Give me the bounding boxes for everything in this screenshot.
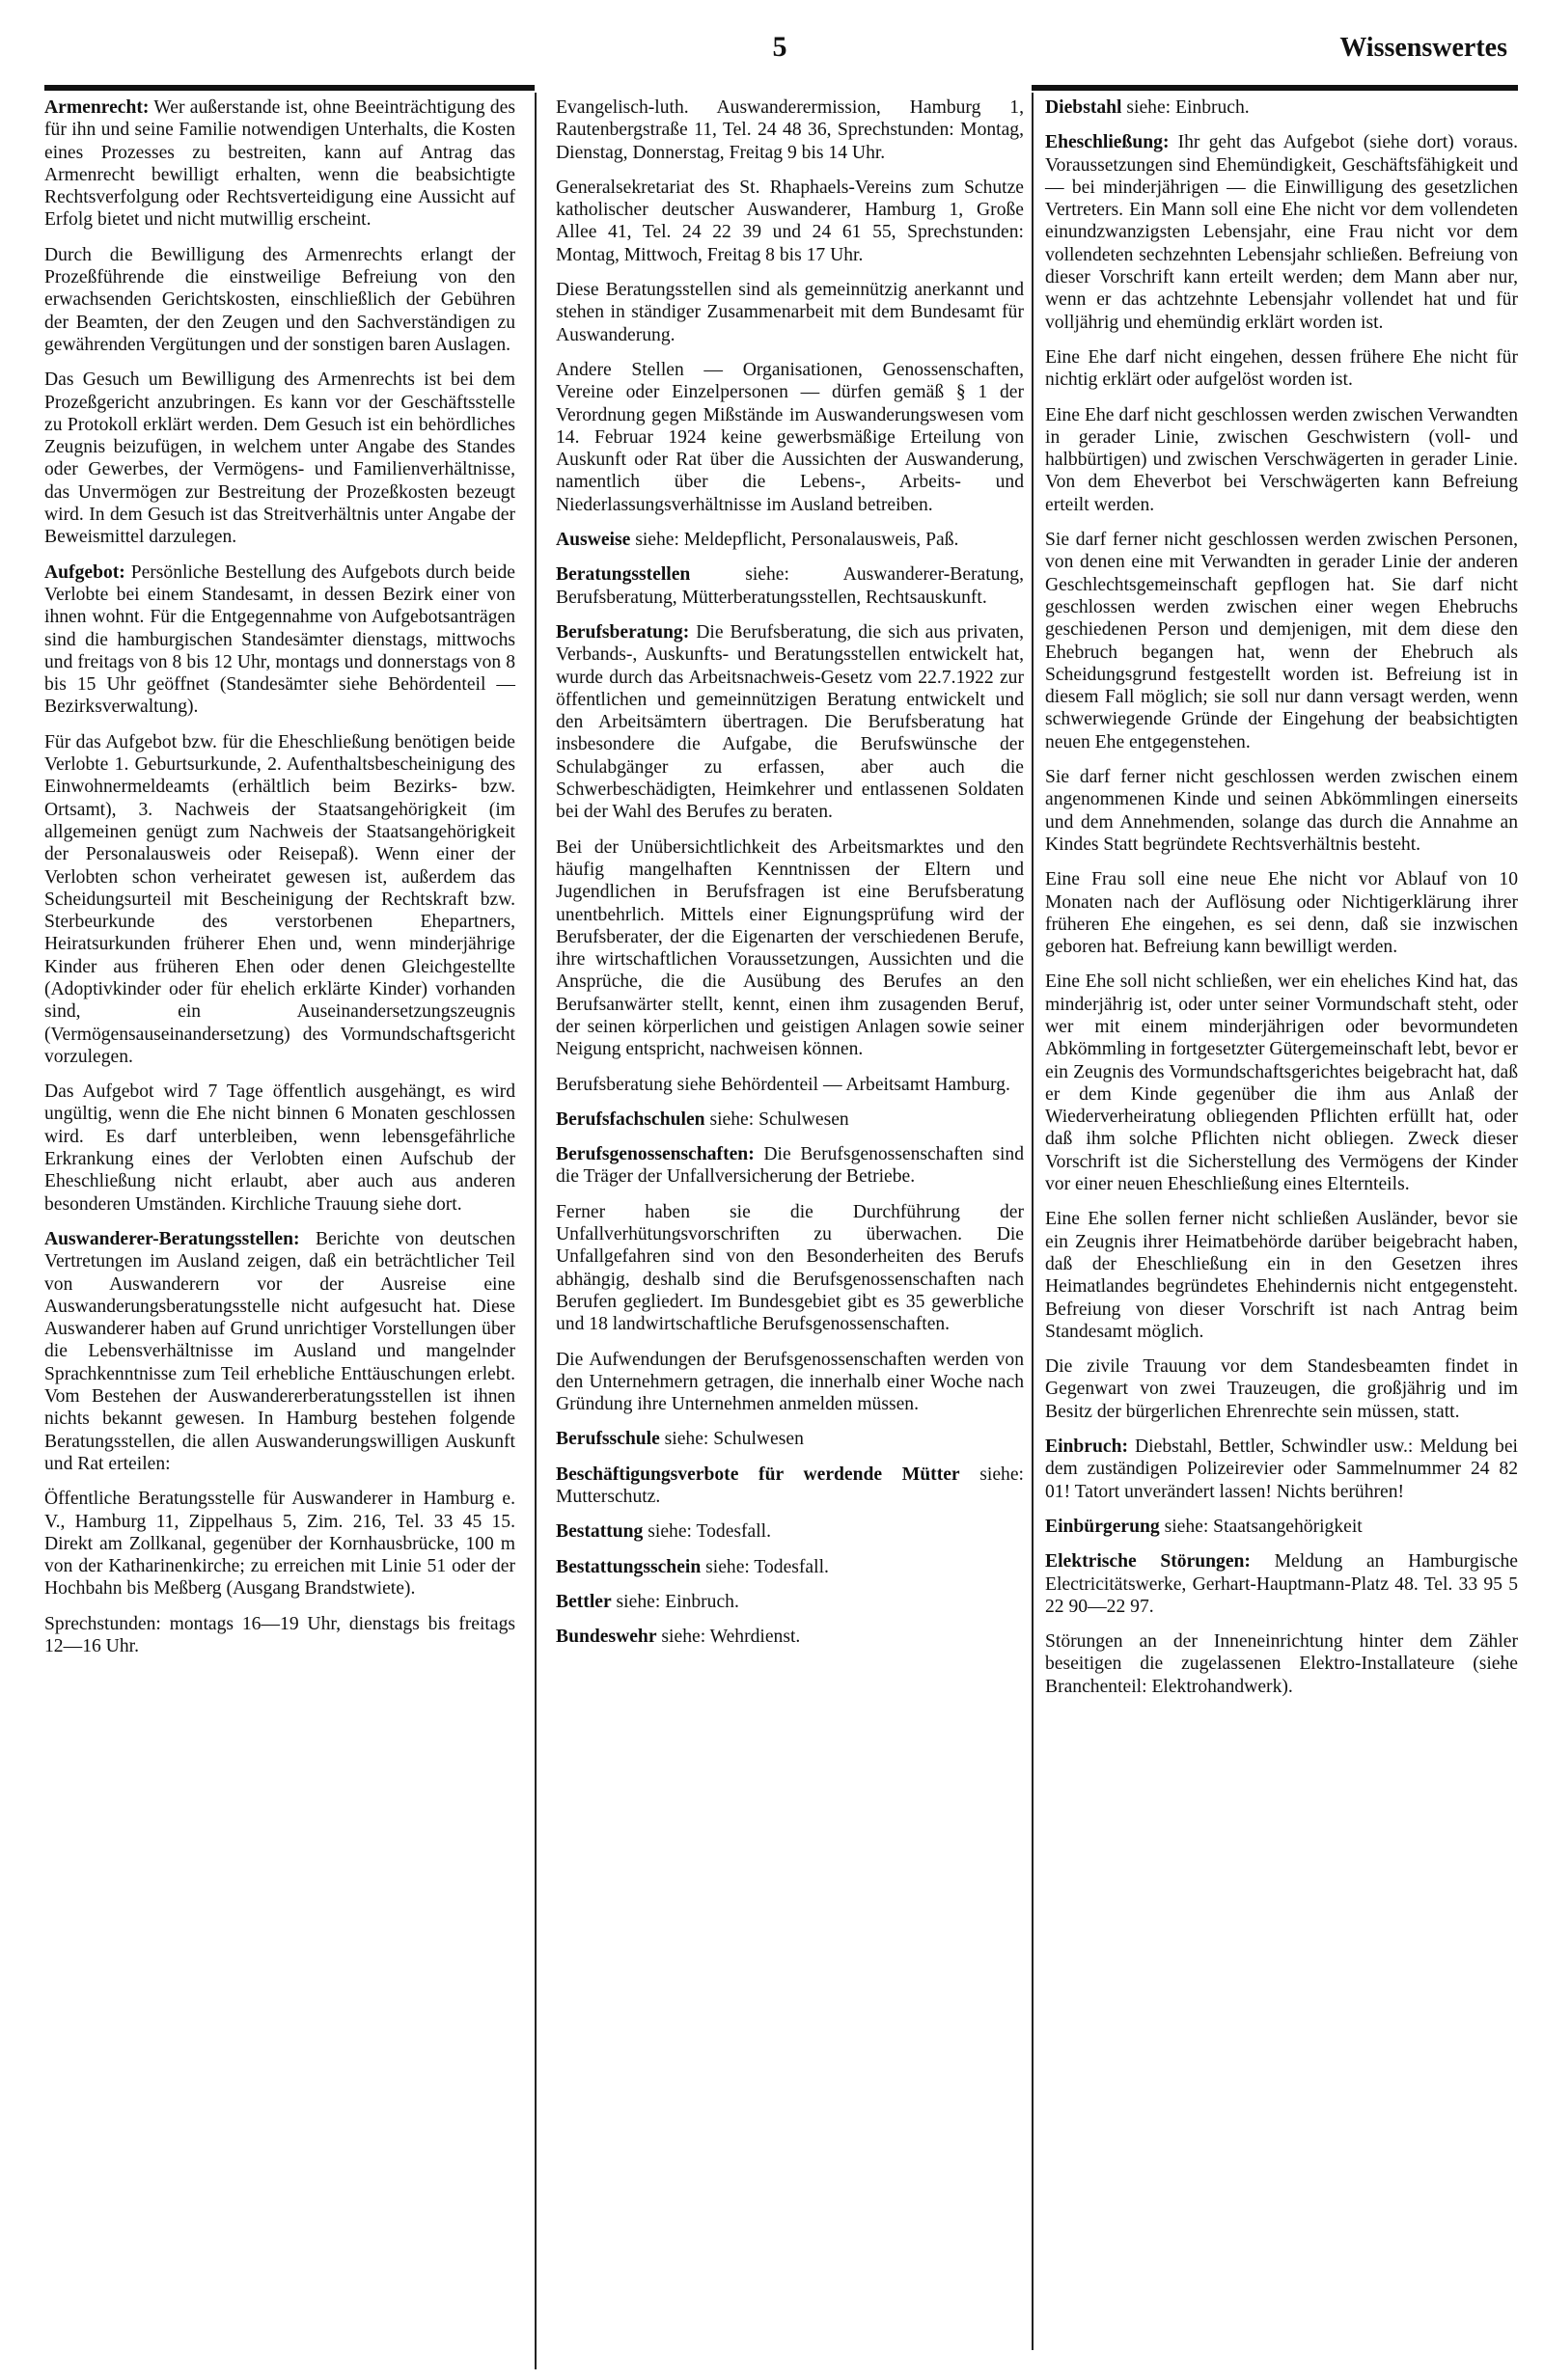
paragraph — [556, 1074, 1024, 1096]
entry-text: siehe: Schulwesen — [659, 1429, 804, 1450]
entry-title: Elektrische Störungen: — [1045, 1551, 1251, 1573]
paragraph — [44, 561, 515, 719]
paragraph — [556, 1143, 1024, 1189]
paragraph — [1045, 96, 1518, 119]
paragraph — [1045, 1208, 1518, 1343]
entry-text: siehe: Einbruch. — [1121, 97, 1250, 118]
entry-text: Berichte von deutschen Vertretungen im Ausland zeigen, daß ein beträchtlicher Teil von Auswanderern vor der Ausreise eine Auswanderungsberatungsstelle nicht aufgesucht hat. Diese Auswanderer haben auf Grund unrichtiger Vorstellungen über die Lebensverhältnisse im Ausland und mangelnder Sprachkenntnisse zum Teil erhebliche Enttäuschungen erlebt. Vom Bestehen der Auswandererberatungsstellen ist ihnen nichts bekannt gewesen. In Hamburg bestehen folgende Beratungsstellen, die allen Auswanderungswilligen Auskunft und Rat erteilen: — [44, 1228, 515, 1474]
entry-text: Meldung an Hamburgische Electricitätswerke, Gerhart-Hauptmann-Platz 48. Tel. 33 95 5 22 90—22 97. — [1045, 1551, 1518, 1617]
entry-title: Armenrecht: — [44, 97, 150, 118]
paragraph — [556, 529, 1024, 551]
paragraph — [556, 96, 1024, 164]
paragraph — [556, 279, 1024, 346]
paragraph — [44, 1613, 515, 1658]
paragraph — [556, 1591, 1024, 1613]
paragraph — [556, 621, 1024, 824]
entry-text: Sprechstunden: montags 16—19 Uhr, dienstags bis freitags 12—16 Uhr. — [44, 1613, 515, 1656]
paragraph — [1045, 529, 1518, 753]
entry-text: Die Berufsgenossenschaften sind die Träger der Unfallversicherung der Betriebe. — [556, 1144, 1024, 1188]
paragraph — [44, 731, 515, 1068]
entry-text: Ferner haben sie die Durchführung der Unfallverhütungsvorschriften zu überwachen. Die Unfallgefahren sind von den Besonderheiten des Berufs abhängig, deshalb sind die Berufsgenossenschaften nach Berufen gegliedert. Im Bundesgebiet gibt es 35 gewerbliche und 18 landwirtschaftliche Berufsgenossenschaften. — [556, 1201, 1024, 1335]
entry-text: Durch die Bewilligung des Armenrechts erlangt der Prozeßführende die einstweilige Befreiung von den erwachsenden Gerichtskosten, einschließlich der Gebühren der Beamten, der den Zeugen und den Sachverständigen zu gewährenden Vergütungen und der sonstigen baren Auslagen. — [44, 244, 515, 355]
paragraph — [556, 1464, 1024, 1509]
entry-text: Für das Aufgebot bzw. für die Eheschließung benötigen beide Verlobte 1. Geburtsurkunde, 2. Aufenthaltsbescheinigung des Einwohnermeldeamts (erhältlich beim Bezirks- bzw. Ortsamt), 3. Nachweis der Staatsangehörigkeit (im allgemeinen genügt zum Nachweis der Staatsangehörigkeit der Personalausweis oder Reisepaß). Wenn einer der Verlobten schon verheiratet gewesen ist, außerdem das Scheidungsurteil mit Bescheinigung der Rechtskraft bzw. Sterbeurkunde des verstorbenen Ehepartners, Heiratsurkunden früherer Ehen und, wenn minderjährige Kinder aus früheren Ehen oder denen Gleichgestellte (Adoptivkinder oder für ehelich erklärte Kinder) vorhanden sind, ein Auseinandersetzungszeugnis (Vermögensauseinandersetzung) des Vormundschaftsgericht vorzulegen. — [44, 731, 515, 1067]
paragraph — [556, 563, 1024, 609]
entry-text: siehe: Auswanderer-Beratung, Berufsberatung, Mütterberatungsstellen, Rechtsauskunft. — [556, 564, 1024, 608]
paragraph — [1045, 971, 1518, 1195]
entry-title: Einbürgerung — [1045, 1516, 1160, 1537]
paragraph — [44, 96, 515, 232]
paragraph — [1045, 404, 1518, 516]
paragraph — [556, 359, 1024, 516]
entry-title: Berufsschule — [556, 1429, 660, 1450]
paragraph — [1045, 1516, 1518, 1538]
entry-text: Die Berufsberatung, die sich aus privaten, Verbands-, Auskunfts- und Beratungsstellen entwickelt hat, wurde durch das Arbeitsnachweis-Gesetz vom 22.7.1922 zur öffentlichen und gemeinnützigen Beratung entwickelt und den Arbeitsämtern übertragen. Die Berufsberatung hat insbesondere die Aufgabe, die Berufswünsche der Schulabgänger zu erfassen, aber auch die Schwerbeschädigten, Heimkehrer und entlassenen Soldaten bei der Wahl des Berufes zu beraten. — [556, 621, 1024, 823]
entry-text: Evangelisch-luth. Auswanderermission, Hamburg 1, Rautenbergstraße 11, Tel. 24 48 36, Sprechstunden: Montag, Dienstag, Donnerstag, Freitag 9 bis 14 Uhr. — [556, 97, 1024, 163]
paragraph — [44, 1488, 515, 1600]
paragraph — [44, 1228, 515, 1475]
entry-title: Einbruch: — [1045, 1436, 1129, 1458]
entry-text: Generalsekretariat des St. Rhaphaels-Vereins zum Schutze katholischer deutscher Auswanderer, Hamburg 1, Große Allee 41, Tel. 24 22 39 und 24 61 55, Sprechstunden: Montag, Mittwoch, Freitag 8 bis 17 Uhr. — [556, 177, 1024, 265]
paragraph — [556, 1349, 1024, 1416]
entry-title: Bestattung — [556, 1521, 644, 1543]
paragraph — [556, 1626, 1024, 1648]
entry-title: Bestattungsschein — [556, 1556, 702, 1577]
paragraph — [556, 1201, 1024, 1336]
paragraph — [1045, 346, 1518, 392]
entry-text: Persönliche Bestellung des Aufgebots durch beide Verlobte bei einem Standesamt, in dessen Bezirk einer von ihnen wohnt. Für die Entgegennahme von Aufgebotsanträgen sind die hamburgischen Standesämter dienstags, mittwochs und freitags von 8 bis 12 Uhr, montags und donnerstags von 8 bis 15 Uhr geöffnet (Standesämter siehe Behördenteil — Bezirksverwaltung). — [44, 561, 515, 718]
paragraph — [556, 836, 1024, 1061]
page-header — [44, 29, 1515, 85]
header-rule-right — [1032, 85, 1518, 91]
entry-text: siehe: Todesfall. — [701, 1556, 829, 1577]
entry-text: Andere Stellen — Organisationen, Genossenschaften, Vereine oder Einzelpersonen — dürfen gemäß § 1 der Verordnung gegen Mißstände im Auswanderungswesen vom 14. Februar 1924 keine gewerbsmäßige Erteilung von Auskunft oder Rat über die Aussichten der Auswanderung, namentlich über die Lebens-, Arbeits- und Niederlassungsverhältnisse im Ausland betreiben. — [556, 359, 1024, 515]
entry-title: Diebstahl — [1045, 97, 1122, 118]
entry-title: Bettler — [556, 1591, 612, 1612]
paragraph — [1045, 1355, 1518, 1423]
entry-title: Beschäftigungsverbote für werdende Mütter — [556, 1464, 960, 1485]
entry-title: Berufsberatung: — [556, 621, 690, 643]
entry-text: siehe: Mutterschutz. — [556, 1464, 1024, 1508]
entry-text: Bei der Unübersichtlichkeit des Arbeitsmarktes und den häufig mangelhaften Kenntnissen der Eltern und Jugendlichen in Berufsfragen ist eine Berufsberatung unentbehrlich. Mittels einer Eignungsprüfung wird der Berufsberater, der die Eigenarten der verschiedenen Berufe, ihre wirtschaftlichen Voraussetzungen, Aussichten und die Ansprüche, die die Ausübung des Berufes an den Berufsanwärter stellt, kennt, einen ihm zusagenden Beruf, der seinen körperlichen und geistigen Anlagen sowie seiner Neigung entspricht, nachweisen können. — [556, 836, 1024, 1060]
entry-text: Eine Ehe darf nicht eingehen, dessen frühere Ehe nicht für nichtig erklärt oder aufgelöst worden ist. — [1045, 346, 1518, 391]
paragraph — [556, 1428, 1024, 1450]
entry-text: Berufsberatung siehe Behördenteil — Arbeitsamt Hamburg. — [556, 1074, 1010, 1095]
text-column-3 — [1045, 96, 1518, 1710]
entry-text: Öffentliche Beratungsstelle für Auswanderer in Hamburg e. V., Hamburg 11, Zippelhaus 5, Zim. 216, Tel. 33 45 15. Direkt am Zollkanal, gegenüber der Kornhausbrücke, 100 m von der Katharinenkirche; zu erreichen mit Linie 51 oder der Hochbahn bis Meßberg (Ausgang Brandstwiete). — [44, 1489, 515, 1600]
paragraph — [556, 1556, 1024, 1578]
column-divider — [535, 93, 537, 2369]
entry-title: Eheschließung: — [1045, 132, 1170, 153]
page-number: 5 — [772, 31, 787, 63]
entry-text: Eine Ehe sollen ferner nicht schließen Ausländer, bevor sie ein Zeugnis ihrer Heimatbehörde darüber beigebracht haben, daß der Eheschließung ein in den Gesetzen ihres Heimatlandes begründetes Ehehindernis nicht entgegensteht. Befreiung von dieser Vorschrift ist nach Antrag beim Standesamt möglich. — [1045, 1209, 1518, 1342]
paragraph — [556, 1520, 1024, 1543]
entry-text: Das Gesuch um Bewilligung des Armenrechts ist bei dem Prozeßgericht anzubringen. Es kann vor der Geschäftsstelle zu Protokoll erklärt werden. Dem Gesuch ist ein behördliches Zeugnis beizufügen, in welchem unter Angabe des Standes oder Gewerbes, der Vermögens- und Familienverhältnisse, das Unvermögen zur Bestreitung der Prozeßkosten bezeugt wird. In dem Gesuch ist das Streitverhältnis unter Angabe der Beweismittel darzulegen. — [44, 369, 515, 548]
entry-title: Beratungsstellen — [556, 564, 691, 586]
paragraph — [44, 1081, 515, 1216]
entry-text: Die Aufwendungen der Berufsgenossenschaften werden von den Unternehmern getragen, die innerhalb einer Woche nach Gründung ihre Unternehmen anmelden müssen. — [556, 1349, 1024, 1415]
paragraph — [44, 369, 515, 548]
paragraph — [1045, 766, 1518, 856]
paragraph — [556, 177, 1024, 266]
entry-text: Eine Ehe darf nicht geschlossen werden zwischen Verwandten in gerader Linie, zwischen Geschwistern (voll- und halbbürtigen) und zwischen Verschwägerten in gerader Linie. Von dem Eheverbot bei Verschwägerten kann Befreiung erteilt werden. — [1045, 404, 1518, 515]
entry-text: Sie darf ferner nicht geschlossen werden zwischen einem angenommenen Kinde und seinen Abkömmlingen einerseits und dem Annehmenden, solange das durch die Annahme an Kindes Statt begründete Rechtsverhältnis besteht. — [1045, 767, 1518, 855]
entry-title: Auswanderer-Beratungsstellen: — [44, 1228, 300, 1249]
entry-text: siehe: Einbruch. — [611, 1591, 739, 1612]
entry-text: Wer außerstande ist, ohne Beeinträchtigung des für ihn und seine Familie notwendigen Unterhalts, die Kosten eines Prozesses zu bestreiten, kann auf Antrag das Armenrecht bewilligt erhalten, wenn die beabsichtigte Rechtsverfolgung oder Rechtsverteidigung eine Aussicht auf Erfolg bietet und nicht mutwillig erscheint. — [44, 97, 515, 231]
paragraph — [1045, 1630, 1518, 1698]
paragraph — [1045, 868, 1518, 958]
column-divider — [1032, 93, 1034, 2350]
entry-text: Diese Beratungsstellen sind als gemeinnützig anerkannt und stehen in ständiger Zusammenarbeit mit dem Bundesamt für Auswanderung. — [556, 280, 1024, 345]
entry-text: siehe: Schulwesen — [704, 1108, 849, 1130]
entry-text: Die zivile Trauung vor dem Standesbeamten findet in Gegenwart von zwei Trauzeugen, die großjährig und im Besitz der bürgerlichen Ehrenrechte sein müssen, statt. — [1045, 1356, 1518, 1422]
entry-title: Berufsgenossenschaften: — [556, 1144, 755, 1165]
entry-title: Aufgebot: — [44, 561, 125, 583]
entry-text: Eine Frau soll eine neue Ehe nicht vor Ablauf von 10 Monaten nach der Auflösung oder Nichtigerklärung ihrer früheren Ehe eingehen, es sei denn, daß sie inzwischen geboren hat. Befreiung kann bewilligt werden. — [1045, 869, 1518, 958]
header-rule-left — [44, 85, 535, 91]
paragraph — [1045, 131, 1518, 334]
entry-text: Ihr geht das Aufgebot (siehe dort) voraus. Voraussetzungen sind Ehemündigkeit, Geschäftsfähigkeit und — bei minderjährigen — die Einwilligung des gesetzlichen Vertreters. Ein Mann soll eine Ehe nicht vor dem vollendeten einundzwanzigsten Lebensjahr, eine Frau nicht vor dem vollendeten sechzehnten Lebensjahr schließen. Befreiung von dieser Vorschrift kann erteilt werden; dem Mann aber nur, wenn er das achtzehnte Lebensjahr vollendet hat und für volljährig und ehemündig erklärt worden ist. — [1045, 132, 1518, 333]
entry-text: Das Aufgebot wird 7 Tage öffentlich ausgehängt, es wird ungültig, wenn die Ehe nicht binnen 6 Monaten geschlossen wird. Es darf unterbleiben, wenn lebensgefährliche Erkrankung eines der Verlobten einen Aufschub der Eheschließung nicht erlaubt, aber auch aus anderen besonderen Umständen. Kirchliche Trauung siehe dort. — [44, 1081, 515, 1215]
entry-title: Berufsfachschulen — [556, 1108, 705, 1130]
entry-text: Sie darf ferner nicht geschlossen werden zwischen Personen, von denen eine mit Verwandten in gerader Linie der anderen Geschlechtsgemeinschaft gepflogen hat. Sie darf nicht geschlossen werden zwischen einer wegen Ehebruchs geschiedenen Person und demjenigen, mit dem diese den Ehebruch begangen hat, wenn der Ehebruch als Scheidungsgrund festgestellt worden ist. Befreiung ist in diesem Fall möglich; sie soll nur dann versagt werden, wenn schwerwiegende Gründe der Eingehung der beabsichtigten neuen Ehe entgegenstehen. — [1045, 530, 1518, 752]
section-title: Wissenswertes — [1339, 33, 1507, 63]
entry-text: Eine Ehe soll nicht schließen, wer ein eheliches Kind hat, das minderjährig ist, oder unter seiner Vormundschaft steht, oder wer mit einem minderjährigen oder bevormundeten Abkömmling in fortgesetzter Gütergemeinschaft lebt, bevor er ein Zeugnis des Vormundschaftsgerichtes beigebracht hat, daß er dem Kinde gegenüber die ihm aus Anlaß der Wiederverheiratung obliegenden Pflichten erfüllt hat, oder daß ihm solche Pflichten nicht obliegen. Zweck dieser Vorschrift ist die Sicherstellung des Vermögens der Kinder vor einer neuen Eheschließung eines Elternteils. — [1045, 971, 1518, 1195]
text-column-1 — [44, 96, 515, 1670]
text-column-2 — [556, 96, 1024, 1661]
paragraph — [44, 244, 515, 356]
paragraph — [556, 1108, 1024, 1131]
entry-text: siehe: Meldepflicht, Personalausweis, Paß. — [630, 530, 959, 551]
entry-text: siehe: Staatsangehörigkeit — [1159, 1516, 1363, 1537]
entry-title: Bundeswehr — [556, 1627, 657, 1648]
entry-text: siehe: Wehrdienst. — [656, 1627, 801, 1648]
paragraph — [1045, 1550, 1518, 1618]
paragraph — [1045, 1436, 1518, 1503]
entry-title: Ausweise — [556, 530, 631, 551]
entry-text: Störungen an der Inneneinrichtung hinter dem Zähler beseitigen die zugelassenen Elektro-Installateure (siehe Branchenteil: Elektrohandwerk). — [1045, 1631, 1518, 1697]
entry-text: siehe: Todesfall. — [643, 1521, 772, 1543]
entry-text: Diebstahl, Bettler, Schwindler usw.: Meldung bei dem zuständigen Polizeirevier oder Sammelnummer 24 82 01! Tatort unverändert lassen! Nichts berühren! — [1045, 1436, 1518, 1502]
